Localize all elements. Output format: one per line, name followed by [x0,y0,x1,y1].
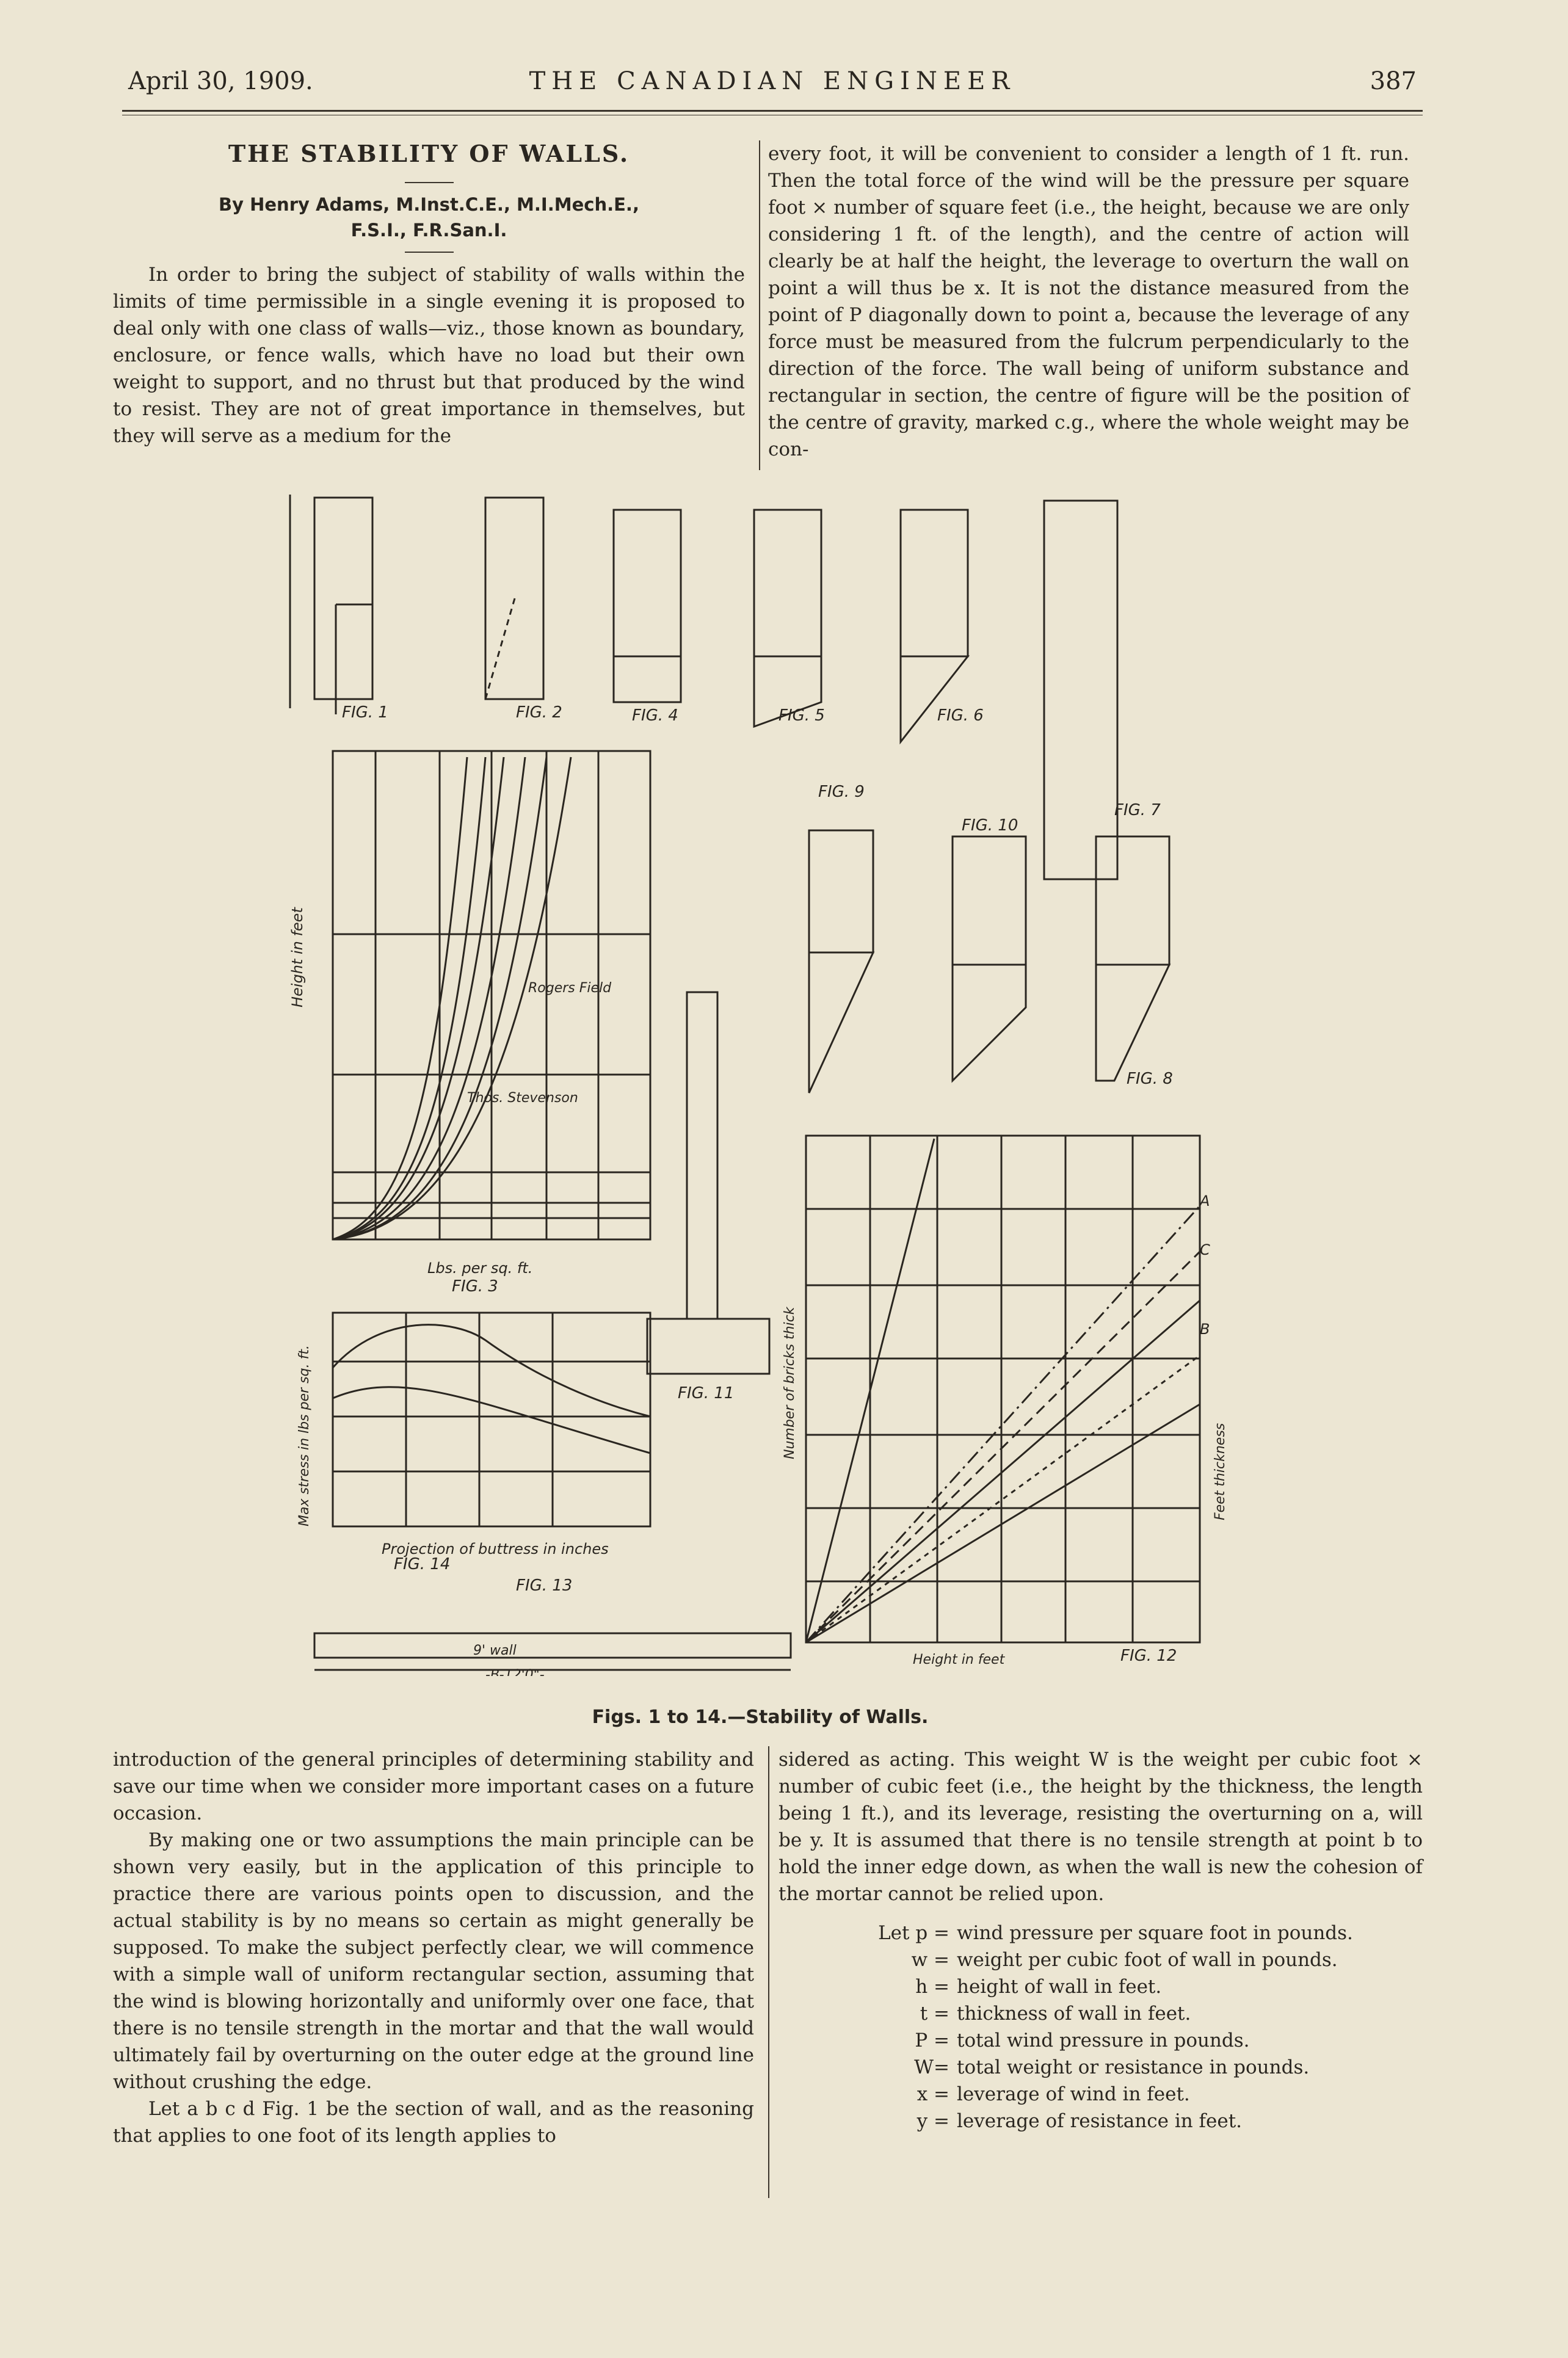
fig14-ylabel: Max stress in lbs per sq. ft. [297,1345,312,1526]
continued-paragraph: every foot, it will be convenient to consider a length of 1 ft. run. Then the total force of the wind will be the pressure per square foot × number of square feet (i.e., the height, because we are only considering 1 ft. of the length), and the centre of action will clearly be at half the height, the leverage to overturn the wall on point a will thus be x. It is not the distance measured from the point of P diagonally down to point a, because the leverage of any force must be measured from the fulcrum perpendicularly to the direction of the force. The wall being of uniform substance and rectangular in section, the centre of figure will be the position of the centre of gravity, marked c.g., where the whole weight may be con- [768,143,1409,460]
fig12-mark-b: B [1200,1321,1210,1338]
fig3-label: FIG. 3 [452,1277,498,1296]
header-rule-top [122,110,1423,112]
fig12-line-safe-compression [806,1301,1200,1642]
fig3-ylabel: Height in feet [289,907,306,1007]
fig12-ylabel-left: Number of bricks thick [782,1307,797,1459]
intro-paragraph: In order to bring the subject of stability of walls within the limits of time permissible in a single evening it is proposed to deal only with one class of walls—viz., those known as boundary, enclosure, or fence walls, which have no load but their own weight to support, and no thrust but that produced by the wind to resist. They are not of great importance in themselves, but they will serve as a medium for the [113,264,745,447]
fig1-label: FIG. 1 [342,703,388,722]
fig3-xlabel: Lbs. per sq. ft. [427,1260,533,1277]
fig10-outline [953,836,1026,965]
figures-1-to-14 [284,470,1236,1676]
body-paragraph-2: By making one or two assumptions the main principle can be shown very easily, but in the application of this principle to practice there are various points open to discussion, and the actual stability is by no means so certain as might generally be supposed. To make the subject perfectly clear, we will commence with a simple wall of uniform rectangular section, assuming that the wind is blowing horizontally and uniformly over one face, that there is no tensile strength in the mortar and that the wall would ultimately fail by overturning on the outer edge at the ground line without crushing the edge. [113,1829,754,2093]
fig13-label: FIG. 13 [516,1576,573,1595]
figure-caption: Figs. 1 to 14.—Stability of Walls. [592,1707,929,1728]
fig14-xlabel: Projection of buttress in inches [382,1540,609,1558]
fig10-label: FIG. 10 [962,816,1018,835]
fig5-outline [754,510,821,656]
fig5-label: FIG. 5 [779,706,825,725]
fig3-curve-label-stevenson: Thos. Stevenson [467,1090,578,1106]
definition-symbol: P = [915,2030,949,2051]
definition-symbol: w = [911,1949,949,1971]
fig13-wall [314,1633,791,1658]
article-title: THE STABILITY OF WALLS. [228,140,630,167]
body-paragraph-right: sidered as acting. This weight W is the weight per cubic foot × number of cubic feet (i.e., the height by the thickness, the length being 1 ft.), and its leverage, resisting the overturning on a, will be y. It is assumed that there is no tensile strength at point b to hold the inner edge down, as when the wall is new the cohesion of the mortar cannot be relied upon. [779,1749,1423,1905]
top-left-column [113,140,745,449]
fig12-plot-frame [806,1136,1200,1642]
fig8-outline [1096,836,1169,965]
fig7-outline [1044,501,1117,879]
column-divider-top [759,140,760,470]
definition-symbol: Let p = [878,1922,949,1944]
body-paragraph-3: Let a b c d Fig. 1 be the section of wall, and as the reasoning that applies to one foot of its length applies to [113,2098,754,2147]
fig3-curve-label-rogers: Rogers Field [528,981,612,996]
figures-plate [284,470,1236,1676]
fig3-curve-100 [333,757,525,1239]
issue-date: April 30, 1909. [128,67,313,95]
fig14-label: FIG. 14 [394,1555,451,1573]
title-rule [405,182,454,183]
fig14-tension-curve [333,1387,650,1453]
fig8-label: FIG. 8 [1127,1070,1173,1088]
byline-line-1: By Henry Adams, M.Inst.C.E., M.I.Mech.E., [219,194,639,215]
fig12-label: FIG. 12 [1120,1647,1177,1665]
fig12-xlabel: Height in feet [913,1652,1005,1667]
definition-symbol: y = [916,2110,949,2132]
fig12-line-hursts [806,1252,1200,1642]
running-head [128,67,1417,110]
body-paragraph-1: introduction of the general principles of determining stability and save our time when we consider more important cases on a future occasion. [113,1749,754,1824]
fig13-width-label: -B-12'0"- [485,1667,545,1676]
fig12-line-no-tension [806,1206,1200,1642]
definition-row [779,1920,1423,1946]
fig12-mark-a: A [1200,1192,1210,1210]
fig2-label: FIG. 2 [516,703,562,722]
definition-row [779,2108,1423,2135]
bottom-right-column [779,1746,1423,2135]
journal-title: THE CANADIAN ENGINEER [529,67,1016,95]
definition-row [779,1946,1423,1973]
fig9-label: FIG. 9 [818,783,865,801]
definition-text: weight per cubic foot of wall in pounds. [957,1949,1338,1971]
definition-symbol: h = [915,1976,949,1998]
definition-row [779,2027,1423,2054]
fig11-label: FIG. 11 [678,1384,735,1402]
byline-rule [405,252,454,253]
definition-row [779,2054,1423,2081]
fig13-wall-label: 9' wall [473,1643,517,1658]
fig12-ylabel-right: Feet thickness [1213,1423,1228,1520]
definition-row [779,1973,1423,2000]
column-divider-bottom [768,1746,769,2198]
definition-text: thickness of wall in feet. [957,2003,1191,2025]
fig12-mark-c: C [1200,1241,1210,1258]
definition-text: height of wall in feet. [957,1976,1162,1998]
fig4-outline [614,510,681,656]
bottom-left-column [113,1746,754,2149]
definition-symbol: t = [920,2003,949,2025]
definition-symbol: W= [914,2056,949,2078]
fig6-outline [901,510,968,656]
definition-text: leverage of resistance in feet. [957,2110,1243,2132]
fig3-curve-6 [333,757,571,1239]
fig12-line-safe-tension [806,1355,1200,1642]
fig6-label: FIG. 6 [937,706,984,725]
symbol-definitions [779,1920,1423,2135]
fig7-label: FIG. 7 [1114,801,1161,819]
definition-text: leverage of wind in feet. [957,2083,1190,2105]
byline-line-2: F.S.I., F.R.San.I. [350,220,507,241]
fig11-wall [687,992,717,1319]
fig4-label: FIG. 4 [632,706,678,725]
definition-text: total weight or resistance in pounds. [957,2056,1310,2078]
definition-row [779,2000,1423,2027]
fig9-outline [809,830,873,952]
definition-text: total wind pressure in pounds. [957,2030,1250,2051]
page-number: 387 [1370,67,1417,95]
definition-symbol: x = [916,2083,949,2105]
fig14-compression-curve [333,1325,650,1417]
fig1-wall-section [314,498,372,699]
fig12-line-adams [806,1404,1200,1642]
definition-row [779,2081,1423,2108]
definition-text: wind pressure per square foot in pounds. [957,1922,1353,1944]
fig3-curve-300 [333,757,485,1239]
top-right-column [768,140,1409,463]
